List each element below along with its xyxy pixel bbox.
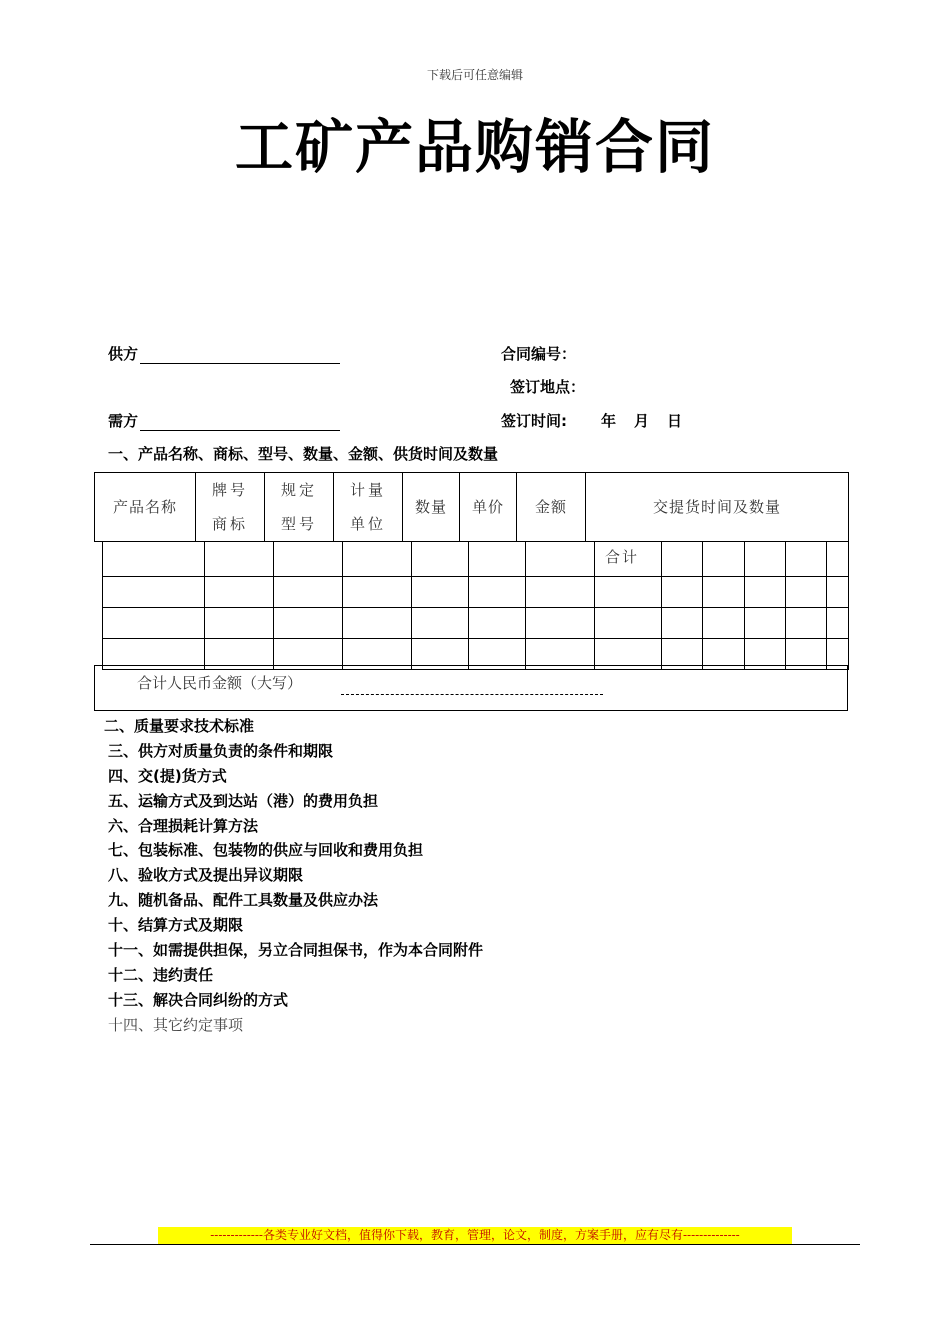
footer-divider bbox=[90, 1244, 860, 1245]
header-brand-line2: 商标 bbox=[211, 515, 248, 533]
table-cell[interactable] bbox=[469, 542, 526, 577]
table-cell[interactable] bbox=[412, 608, 469, 639]
table-row bbox=[103, 577, 849, 608]
table-cell[interactable] bbox=[827, 577, 849, 608]
buyer-field[interactable] bbox=[108, 410, 340, 431]
sign-time-label: 签订时间: bbox=[501, 412, 567, 430]
table-cell[interactable] bbox=[662, 608, 703, 639]
table-cell[interactable] bbox=[526, 542, 595, 577]
supplier-field[interactable] bbox=[108, 343, 340, 364]
table-cell[interactable] bbox=[274, 608, 343, 639]
header-unit-price: 单价 bbox=[460, 473, 517, 542]
table-cell[interactable] bbox=[469, 608, 526, 639]
total-rmb-dashed-line[interactable] bbox=[341, 694, 603, 695]
table-cell[interactable] bbox=[343, 577, 412, 608]
table-cell[interactable] bbox=[205, 577, 274, 608]
table-cell[interactable] bbox=[412, 542, 469, 577]
footer-banner: -------------各类专业好文档，值得你下载，教育，管理，论文，制度，方案手册，应有尽有-------------- bbox=[158, 1227, 792, 1244]
header-brand bbox=[196, 473, 265, 542]
table-cell[interactable] bbox=[703, 608, 745, 639]
table-cell[interactable] bbox=[274, 577, 343, 608]
table-cell[interactable] bbox=[274, 542, 343, 577]
clause-6: 六、合理损耗计算方法 bbox=[108, 816, 259, 835]
table-cell[interactable] bbox=[595, 577, 662, 608]
document-title: 工矿产品购销合同 bbox=[234, 113, 715, 181]
table-cell[interactable] bbox=[745, 608, 786, 639]
sign-place-label: 签订地点： bbox=[510, 378, 586, 396]
table-cell[interactable] bbox=[205, 542, 274, 577]
sign-time bbox=[501, 410, 682, 431]
table-cell[interactable] bbox=[827, 542, 849, 577]
header-unit bbox=[334, 473, 403, 542]
clause-13: 十三、解决合同纠纷的方式 bbox=[108, 990, 289, 1009]
table-cell[interactable] bbox=[786, 542, 827, 577]
clause-7: 七、包装标准、包装物的供应与回收和费用负担 bbox=[108, 841, 424, 860]
total-rmb-label: 合计人民币金额（大写） bbox=[137, 674, 303, 692]
section-1-title: 一、产品名称、商标、型号、数量、金额、供货时间及数量 bbox=[108, 445, 499, 463]
clause-2: 二、质量要求技术标准 bbox=[104, 717, 255, 735]
table-cell[interactable] bbox=[412, 577, 469, 608]
table-cell[interactable] bbox=[745, 577, 786, 608]
clause-4: 四、交(提)货方式 bbox=[108, 766, 227, 785]
header-product-name: 产品名称 bbox=[95, 473, 196, 542]
table-cell[interactable] bbox=[469, 577, 526, 608]
buyer-blank-line[interactable] bbox=[140, 416, 340, 431]
table-cell[interactable] bbox=[526, 577, 595, 608]
supplier-blank-line[interactable] bbox=[140, 349, 340, 364]
table-row bbox=[103, 608, 849, 639]
table-cell[interactable] bbox=[703, 577, 745, 608]
table-cell[interactable] bbox=[662, 542, 703, 577]
header-unit-line1: 计量 bbox=[349, 481, 386, 499]
table-cell[interactable] bbox=[205, 608, 274, 639]
table-cell[interactable] bbox=[827, 608, 849, 639]
header-unit-line2: 单位 bbox=[349, 515, 386, 533]
table-cell[interactable] bbox=[703, 542, 745, 577]
clause-9: 九、随机备品、配件工具数量及供应办法 bbox=[108, 891, 379, 910]
header-spec bbox=[265, 473, 334, 542]
day-label: 日 bbox=[667, 412, 683, 430]
supplier-label: 供方 bbox=[108, 345, 139, 363]
table-cell[interactable] bbox=[526, 608, 595, 639]
clause-12: 十二、违约责任 bbox=[108, 965, 214, 984]
table-cell[interactable] bbox=[103, 542, 205, 577]
header-delivery: 交提货时间及数量 bbox=[586, 473, 849, 542]
table-cell[interactable] bbox=[343, 608, 412, 639]
table-cell[interactable] bbox=[595, 608, 662, 639]
header-spec-line1: 规定 bbox=[280, 481, 317, 499]
clause-3: 三、供方对质量负责的条件和期限 bbox=[108, 741, 334, 760]
header-note: 下载后可任意编辑 bbox=[426, 68, 523, 82]
table-cell[interactable] bbox=[103, 577, 205, 608]
clause-14: 十四、其它约定事项 bbox=[108, 1015, 244, 1034]
table-cell[interactable] bbox=[745, 542, 786, 577]
table-row bbox=[103, 542, 849, 577]
clause-list bbox=[104, 714, 483, 1038]
header-brand-line1: 牌号 bbox=[211, 481, 248, 499]
month-label: 月 bbox=[634, 412, 650, 430]
clause-8: 八、验收方式及提出异议期限 bbox=[108, 866, 304, 885]
subtotal-label: 合计 bbox=[595, 542, 662, 577]
table-cell[interactable] bbox=[343, 542, 412, 577]
buyer-label: 需方 bbox=[108, 412, 139, 430]
contract-no-label: 合同编号： bbox=[501, 345, 577, 363]
table-cell[interactable] bbox=[786, 577, 827, 608]
clause-10: 十、结算方式及期限 bbox=[108, 916, 244, 935]
header-amount: 金额 bbox=[517, 473, 586, 542]
total-rmb-row bbox=[94, 665, 848, 711]
table-cell[interactable] bbox=[786, 608, 827, 639]
clause-5: 五、运输方式及到达站（港）的费用负担 bbox=[108, 791, 379, 810]
product-table-header bbox=[94, 472, 849, 542]
table-cell[interactable] bbox=[662, 577, 703, 608]
table-cell[interactable] bbox=[103, 608, 205, 639]
clause-11: 十一、如需提供担保，另立合同担保书，作为本合同附件 bbox=[108, 941, 484, 960]
year-label: 年 bbox=[601, 412, 617, 430]
header-quantity: 数量 bbox=[403, 473, 460, 542]
product-table-body bbox=[102, 541, 849, 670]
header-spec-line2: 型号 bbox=[280, 515, 317, 533]
